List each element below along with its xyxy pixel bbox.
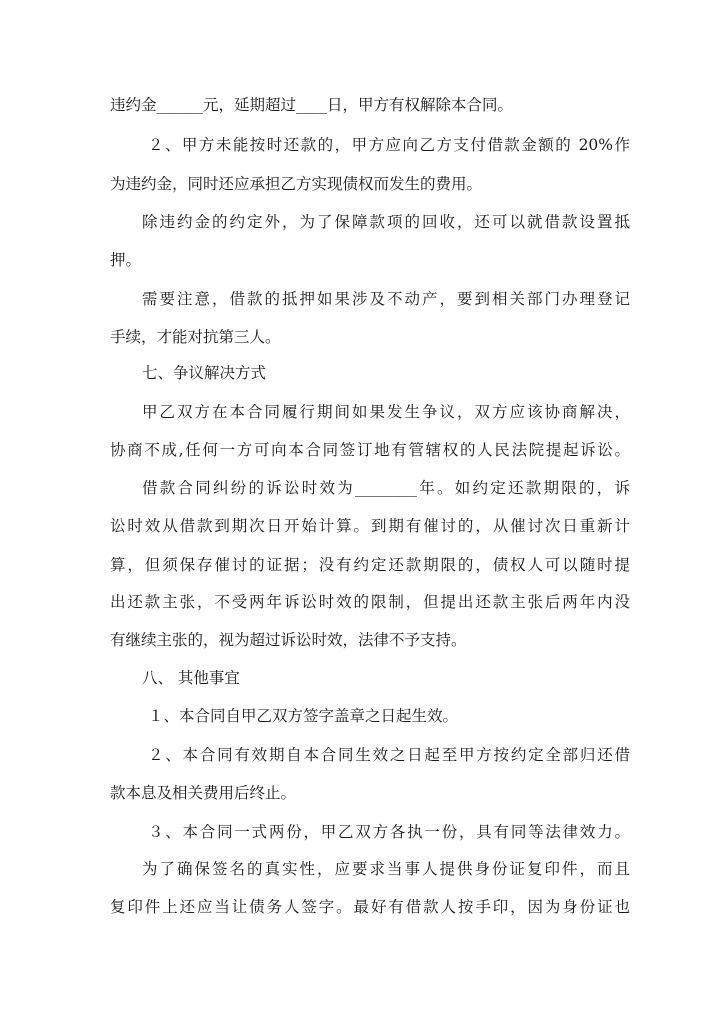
paragraph-line: ３、本合同一式两份，甲乙双方各执一份，具有同等法律效力。 bbox=[148, 823, 630, 841]
paragraph-line: 需要注意，借款的抵押如果涉及不动产，要到相关部门办理登记 bbox=[142, 290, 630, 308]
paragraph-line: １、本合同自甲乙双方签字盖章之日起生效。 bbox=[148, 707, 459, 725]
section-heading: 八、 其他事宜 bbox=[142, 669, 240, 687]
paragraph-line: 为了确保签名的真实性，应要求当事人提供身份证复印件，而且 bbox=[142, 860, 630, 878]
paragraph-line: 讼时效从借款到期次日开始计算。到期有催讨的，从催讨次日重新计 bbox=[110, 517, 630, 535]
paragraph-line: 违约金______元，延期超过____日，甲方有权解除本合同。 bbox=[110, 96, 514, 114]
paragraph-line: 复印件上还应当让债务人签字。最好有借款人按手印，因为身份证也 bbox=[110, 898, 630, 916]
paragraph-line: 算，但须保存催讨的证据；没有约定还款期限的，债权人可以随时提 bbox=[110, 556, 630, 574]
paragraph-line: 除违约金的约定外，为了保障款项的回收，还可以就借款设置抵 bbox=[142, 213, 630, 231]
paragraph-line: 甲乙双方在本合同履行期间如果发生争议，双方应该协商解决， bbox=[142, 403, 630, 421]
paragraph-line: 手续，才能对抗第三人。 bbox=[110, 328, 281, 346]
paragraph-line: 借款合同纠纷的诉讼时效为________年。如约定还款期限的，诉 bbox=[142, 479, 630, 497]
paragraph-line: ２、甲方未能按时还款的，甲方应向乙方支付借款金额的 20%作 bbox=[148, 136, 630, 154]
paragraph-line: 有继续主张的，视为超过诉讼时效，法律不予支持。 bbox=[110, 631, 467, 649]
paragraph-line: 款本息及相关费用后终止。 bbox=[110, 784, 297, 802]
section-heading: 七、争议解决方式 bbox=[142, 364, 267, 382]
paragraph-line: 协商不成,任何一方可向本合同签订地有管辖权的人民法院提起诉讼。 bbox=[110, 441, 630, 459]
paragraph-line: 押。 bbox=[110, 251, 142, 269]
paragraph-line: ２、本合同有效期自本合同生效之日起至甲方按约定全部归还借 bbox=[148, 746, 630, 764]
paragraph-line: 出还款主张，不受两年诉讼时效的限制，但提出还款主张后两年内没 bbox=[110, 593, 630, 611]
paragraph-line: 为违约金，同时还应承担乙方实现债权而发生的费用。 bbox=[110, 175, 483, 193]
